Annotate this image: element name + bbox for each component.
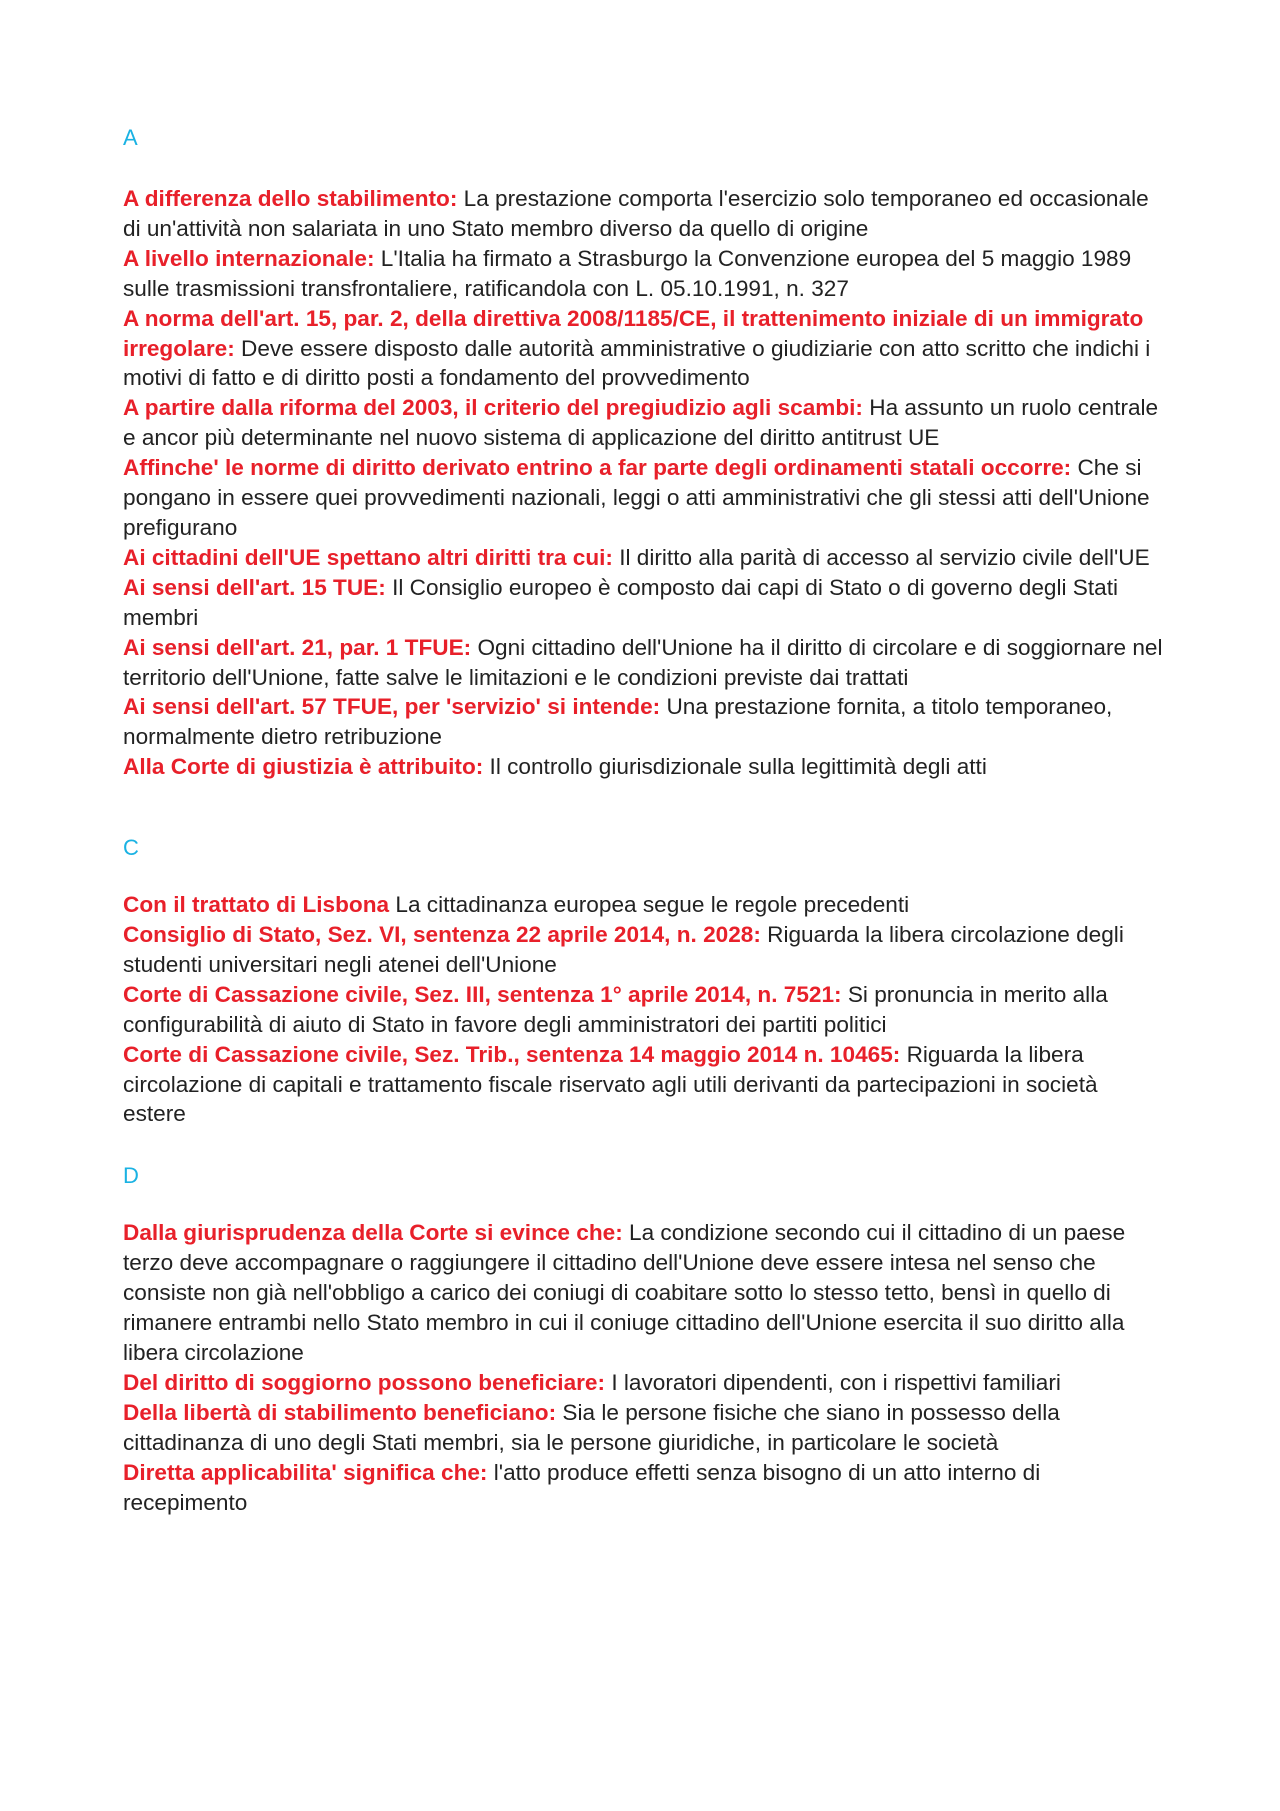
- entry-term: Consiglio di Stato, Sez. VI, sentenza 22 aprile 2014, n. 2028:: [123, 922, 761, 948]
- glossary-entry: [123, 1458, 1163, 1518]
- entry-term: Ai sensi dell'art. 57 TFUE, per 'servizio' si intende:: [123, 694, 661, 720]
- glossary-entry: [123, 393, 1163, 453]
- glossary-entry: [123, 1368, 1163, 1398]
- entry-definition: Il Consiglio europeo è composto dai capi di Stato o di governo degli Stati membri: [123, 574, 1119, 630]
- entry-list-a: [123, 184, 1163, 782]
- entry-term: A partire dalla riforma del 2003, il criterio del pregiudizio agli scambi:: [123, 395, 863, 421]
- section-c: [123, 835, 1163, 1129]
- entry-term: Ai cittadini dell'UE spettano altri diritti tra cui:: [123, 544, 613, 570]
- entry-term: Ai sensi dell'art. 21, par. 1 TFUE:: [123, 634, 472, 660]
- glossary-entry: [123, 453, 1163, 543]
- section-letter-c: C: [123, 835, 139, 861]
- entry-term: Diretta applicabilita' significa che:: [123, 1459, 488, 1485]
- entry-definition: Si pronuncia in merito alla configurabilità di aiuto di Stato in favore degli amministratori dei partiti politici: [123, 981, 1108, 1037]
- glossary-entry: [123, 980, 1163, 1040]
- entry-list-c: [123, 890, 1163, 1129]
- entry-definition: Il diritto alla parità di accesso al servizio civile dell'UE: [619, 544, 1150, 570]
- glossary-entry: [123, 752, 1163, 782]
- entry-definition: Ha assunto un ruolo centrale e ancor più determinante nel nuovo sistema di applicazione del diritto antitrust UE: [123, 395, 1159, 451]
- glossary-entry: [123, 1218, 1163, 1368]
- entry-definition: l'atto produce effetti senza bisogno di un atto interno di recepimento: [123, 1459, 1041, 1515]
- glossary-entry: [123, 920, 1163, 980]
- section-d: [123, 1163, 1163, 1517]
- entry-term: A livello internazionale:: [123, 245, 375, 271]
- entry-term: Affinche' le norme di diritto derivato entrino a far parte degli ordinamenti statali occorre:: [123, 455, 1072, 481]
- entry-definition: Riguarda la libera circolazione di capitali e trattamento fiscale riservato agli utili derivanti da partecipazioni in società estere: [123, 1041, 1098, 1127]
- glossary-entry: [123, 244, 1163, 304]
- glossary-entry: [123, 633, 1163, 693]
- glossary-entry: [123, 1398, 1163, 1458]
- section-a: [123, 125, 1163, 782]
- entry-term: A differenza dello stabilimento:: [123, 186, 458, 211]
- entry-definition: I lavoratori dipendenti, con i rispettivi familiari: [611, 1369, 1061, 1395]
- entry-definition: La cittadinanza europea segue le regole precedenti: [395, 892, 910, 918]
- entry-definition: La condizione secondo cui il cittadino di un paese terzo deve accompagnare o raggiungere il cittadino dell'Unione deve essere intesa nel senso che consiste non già nell'obbligo a carico dei coniugi di coabitare sotto lo stesso tetto, bensì in quello di rimanere entrambi nello Stato membro in cui il coniuge cittadino dell'Unione esercita il suo diritto alla libera circolazione: [123, 1220, 1126, 1365]
- entry-term: Corte di Cassazione civile, Sez. Trib., sentenza 14 maggio 2014 n. 10465:: [123, 1041, 901, 1067]
- entry-list-d: [123, 1218, 1163, 1517]
- glossary-entry: [123, 573, 1163, 633]
- entry-definition: Riguarda la libera circolazione degli studenti universitari negli atenei dell'Unione: [123, 922, 1124, 977]
- glossary-page: [123, 125, 1163, 1517]
- entry-definition: Il controllo giurisdizionale sulla legittimità degli atti: [489, 754, 987, 780]
- entry-term: Della libertà di stabilimento beneficiano:: [123, 1399, 557, 1425]
- entry-definition: Sia le persone fisiche che siano in possesso della cittadinanza di uno degli Stati membri, sia le persone giuridiche, in particolare le società: [123, 1399, 1060, 1455]
- entry-term: Ai sensi dell'art. 15 TUE:: [123, 574, 386, 600]
- entry-term: Alla Corte di giustizia è attribuito:: [123, 754, 484, 780]
- entry-term: Con il trattato di Lisbona: [123, 892, 390, 918]
- section-letter-a: A: [123, 125, 138, 150]
- entry-definition: Che si pongano in essere quei provvedimenti nazionali, leggi o atti amministrativi che gli stessi atti dell'Unione prefigurano: [123, 455, 1150, 540]
- glossary-entry: [123, 304, 1163, 394]
- glossary-entry: [123, 184, 1163, 244]
- entry-definition: Una prestazione fornita, a titolo temporaneo, normalmente dietro retribuzione: [123, 694, 1113, 750]
- entry-term: A norma dell'art. 15, par. 2, della direttiva 2008/1185/CE, il trattenimento iniziale di un immigrato irregolare:: [123, 305, 1144, 361]
- entry-definition: Deve essere disposto dalle autorità amministrative o giudiziarie con atto scritto che indichi i motivi di fatto e di diritto posti a fondamento del provvedimento: [123, 335, 1151, 391]
- glossary-entry: [123, 692, 1163, 752]
- glossary-entry: [123, 890, 1163, 920]
- entry-definition: L'Italia ha firmato a Strasburgo la Convenzione europea del 5 maggio 1989 sulle trasmissioni transfrontaliere, ratificandola con L. 05.10.1991, n. 327: [123, 245, 1132, 301]
- entry-definition: La prestazione comporta l'esercizio solo temporaneo ed occasionale di un'attività non salariata in uno Stato membro diverso da quello di origine: [123, 186, 1149, 241]
- entry-definition: Ogni cittadino dell'Unione ha il diritto di circolare e di soggiornare nel territorio dell'Unione, fatte salve le limitazioni e le condizioni previste dai trattati: [123, 634, 1163, 690]
- section-letter-d: D: [123, 1163, 139, 1189]
- entry-term: Del diritto di soggiorno possono beneficiare:: [123, 1369, 606, 1395]
- glossary-entry: [123, 543, 1163, 573]
- entry-term: Corte di Cassazione civile, Sez. III, sentenza 1° aprile 2014, n. 7521:: [123, 981, 842, 1007]
- entry-term: Dalla giurisprudenza della Corte si evince che:: [123, 1220, 623, 1246]
- glossary-entry: [123, 1040, 1163, 1130]
